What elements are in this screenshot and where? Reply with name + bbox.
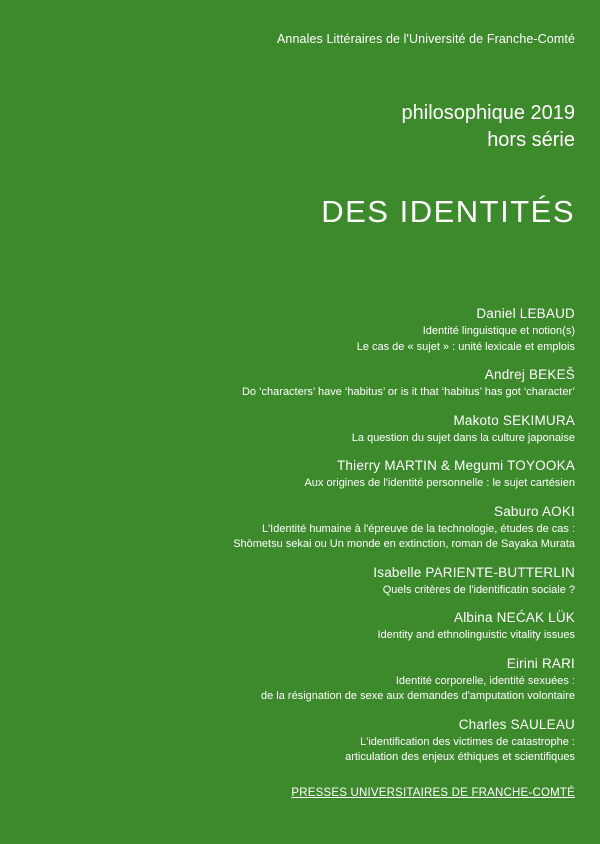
entry-title-line: de la résignation de sexe aux demandes d'amputation volontaire <box>261 690 575 702</box>
contents-entry <box>15 502 575 553</box>
entry-title-line: articulation des enjeux éthiques et scientifiques <box>345 751 575 763</box>
series-name: Annales Littéraires de l'Université de Franche-Comté <box>277 32 575 46</box>
contents-entry <box>15 563 575 599</box>
entry-title-line: La question du sujet dans la culture japonaise <box>351 431 575 444</box>
entry-author: Albina NEĆAK LÜK <box>453 610 575 625</box>
contents-entry <box>15 608 575 644</box>
table-of-contents <box>15 304 575 776</box>
entry-author: Saburo AOKI <box>494 503 575 519</box>
contents-entry <box>15 411 575 447</box>
entry-author: Andrej BEKEŠ <box>484 367 575 382</box>
entry-title-line: Identité linguistique et notion(s) <box>422 325 575 337</box>
subtitle-line-1: philosophique 2019 <box>401 102 575 124</box>
contents-entry <box>15 715 575 766</box>
contents-entry <box>15 304 575 355</box>
subtitle-line-2: hors série <box>487 129 575 151</box>
book-title: DES IDENTITÉS <box>321 194 575 229</box>
entry-author: Isabelle PARIENTE-BUTTERLIN <box>373 564 575 580</box>
entry-title-line: Shōmetsu sekai ou Un monde en extinction, roman de Sayaka Murata <box>233 538 575 550</box>
entry-title-line: Identity and ethnolinguistic vitality issues <box>377 629 575 641</box>
subtitle <box>402 100 576 154</box>
publisher-name: PRESSES UNIVERSITAIRES DE FRANCHE-COMTÉ <box>291 787 575 799</box>
entry-title-line: Quels critères de l'identificatin sociale ? <box>382 583 575 596</box>
entry-author: Makoto SEKIMURA <box>453 412 575 428</box>
entry-title-line: Identité corporelle, identité sexuées : <box>395 674 575 687</box>
entry-author: Daniel LEBAUD <box>476 306 575 321</box>
entry-title-line: Do ‘characters’ have ‘habitus’ or is it that ‘habitus’ has got ‘character’ <box>241 386 575 398</box>
entry-title-line: Le cas de « sujet » : unité lexicale et emplois <box>356 340 575 353</box>
entry-title-line: L'identification des victimes de catastrophe : <box>360 735 575 748</box>
entry-author: Eirini RARI <box>506 655 575 671</box>
entry-title-line: L'Identité humaine à l'épreuve de la technologie, études de cas : <box>261 522 575 535</box>
contents-entry <box>15 456 575 492</box>
entry-title-line: Aux origines de l'identité personnelle : le sujet cartésien <box>304 477 575 489</box>
entry-author: Charles SAULEAU <box>458 716 575 732</box>
entry-author: Thierry MARTIN & Megumi TOYOOKA <box>336 458 575 473</box>
contents-entry <box>15 654 575 705</box>
contents-entry <box>15 365 575 401</box>
